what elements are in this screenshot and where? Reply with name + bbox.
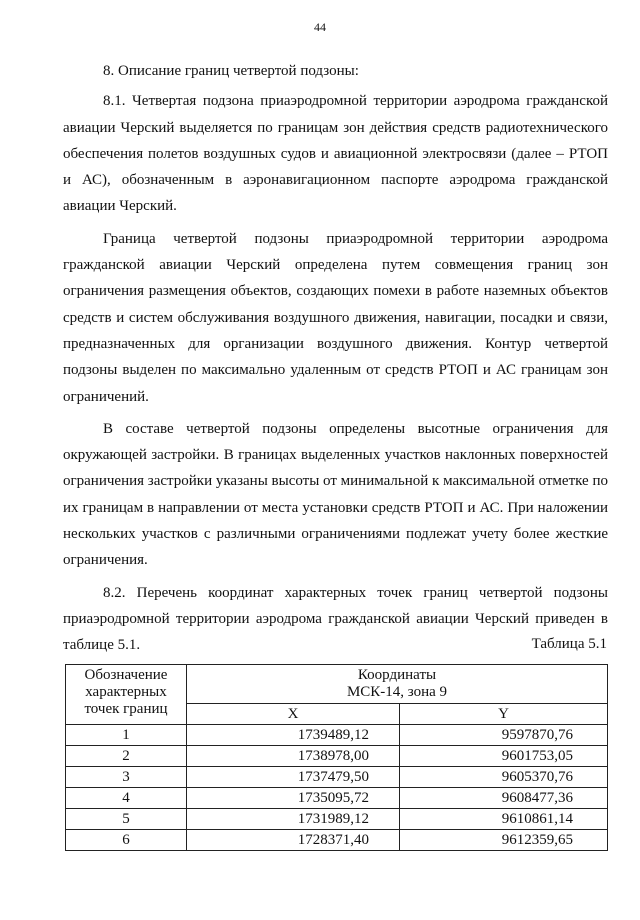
cell-point: 3 bbox=[66, 767, 187, 788]
cell-x: 1728371,40 bbox=[187, 830, 400, 851]
table-row bbox=[66, 725, 608, 746]
page-number: 44 bbox=[314, 20, 326, 34]
table-row bbox=[66, 767, 608, 788]
table-row bbox=[66, 809, 608, 830]
table-row bbox=[66, 746, 608, 767]
table-caption: Таблица 5.1 bbox=[531, 636, 607, 652]
header-x: X bbox=[187, 704, 400, 725]
cell-x: 1739489,12 bbox=[187, 725, 400, 746]
cell-x: 1738978,00 bbox=[187, 746, 400, 767]
cell-x: 1731989,12 bbox=[187, 809, 400, 830]
table-row bbox=[66, 788, 608, 809]
document-body bbox=[63, 58, 608, 665]
header-point: Обозначение характерных точек границ bbox=[66, 665, 187, 725]
cell-point: 2 bbox=[66, 746, 187, 767]
cell-point: 5 bbox=[66, 809, 187, 830]
paragraph-boundary: Граница четвертой подзоны приаэродромной территории аэродрома гражданской авиации Черский определена путем совмещения границ зон ограничения размещения объектов, создающих помехи в работе наземных объектов средств и систем обслуживания воздушного движения, навигации, посадки и связи, предназначенных для организации воздушного движения. Контур четвертой подзоны выделен по максимально удаленным от средств РТОП и АС границам зон ограничений. bbox=[63, 230, 608, 405]
header-y: Y bbox=[400, 704, 608, 725]
cell-y: 9610861,14 bbox=[400, 809, 608, 830]
section-heading: 8. Описание границ четвертой подзоны: bbox=[103, 63, 359, 79]
cell-y: 9605370,76 bbox=[400, 767, 608, 788]
coordinates-table bbox=[65, 664, 608, 851]
paragraph-height-limits: В составе четвертой подзоны определены высотные ограничения для окружающей застройки. В границах выделенных участков наклонных поверхностей ограничения застройки указаны высоты от минимальной к максимальной отметке по их границам в направлении от места установки средств РТОП и АС. При наложении нескольких участков с различными ограничениями подлежат учету более жесткие ограничения. bbox=[63, 420, 608, 569]
header-coordinates bbox=[187, 665, 608, 704]
cell-point: 1 bbox=[66, 725, 187, 746]
cell-y: 9601753,05 bbox=[400, 746, 608, 767]
cell-y: 9608477,36 bbox=[400, 788, 608, 809]
cell-y: 9612359,65 bbox=[400, 830, 608, 851]
cell-y: 9597870,76 bbox=[400, 725, 608, 746]
paragraph-8-2: 8.2. Перечень координат характерных точек границ четвертой подзоны приаэродромной территории аэродрома гражданской авиации Черский приведен в таблице 5.1. bbox=[63, 584, 608, 654]
table-row bbox=[66, 830, 608, 851]
header-coordinates-title: Координаты bbox=[357, 667, 437, 683]
cell-point: 6 bbox=[66, 830, 187, 851]
paragraph-8-1: 8.1. Четвертая подзона приаэродромной территории аэродрома гражданской авиации Черский выделяется по границам зон действия средств радиотехнического обеспечения полетов воздушных судов и авиационной электросвязи (далее – РТОП и АС), обозначенным в аэронавигационном паспорте аэродрома гражданской авиации Черский. bbox=[63, 93, 608, 215]
cell-point: 4 bbox=[66, 788, 187, 809]
cell-x: 1737479,50 bbox=[187, 767, 400, 788]
cell-x: 1735095,72 bbox=[187, 788, 400, 809]
header-coordinates-system: МСК-14, зона 9 bbox=[346, 684, 448, 700]
